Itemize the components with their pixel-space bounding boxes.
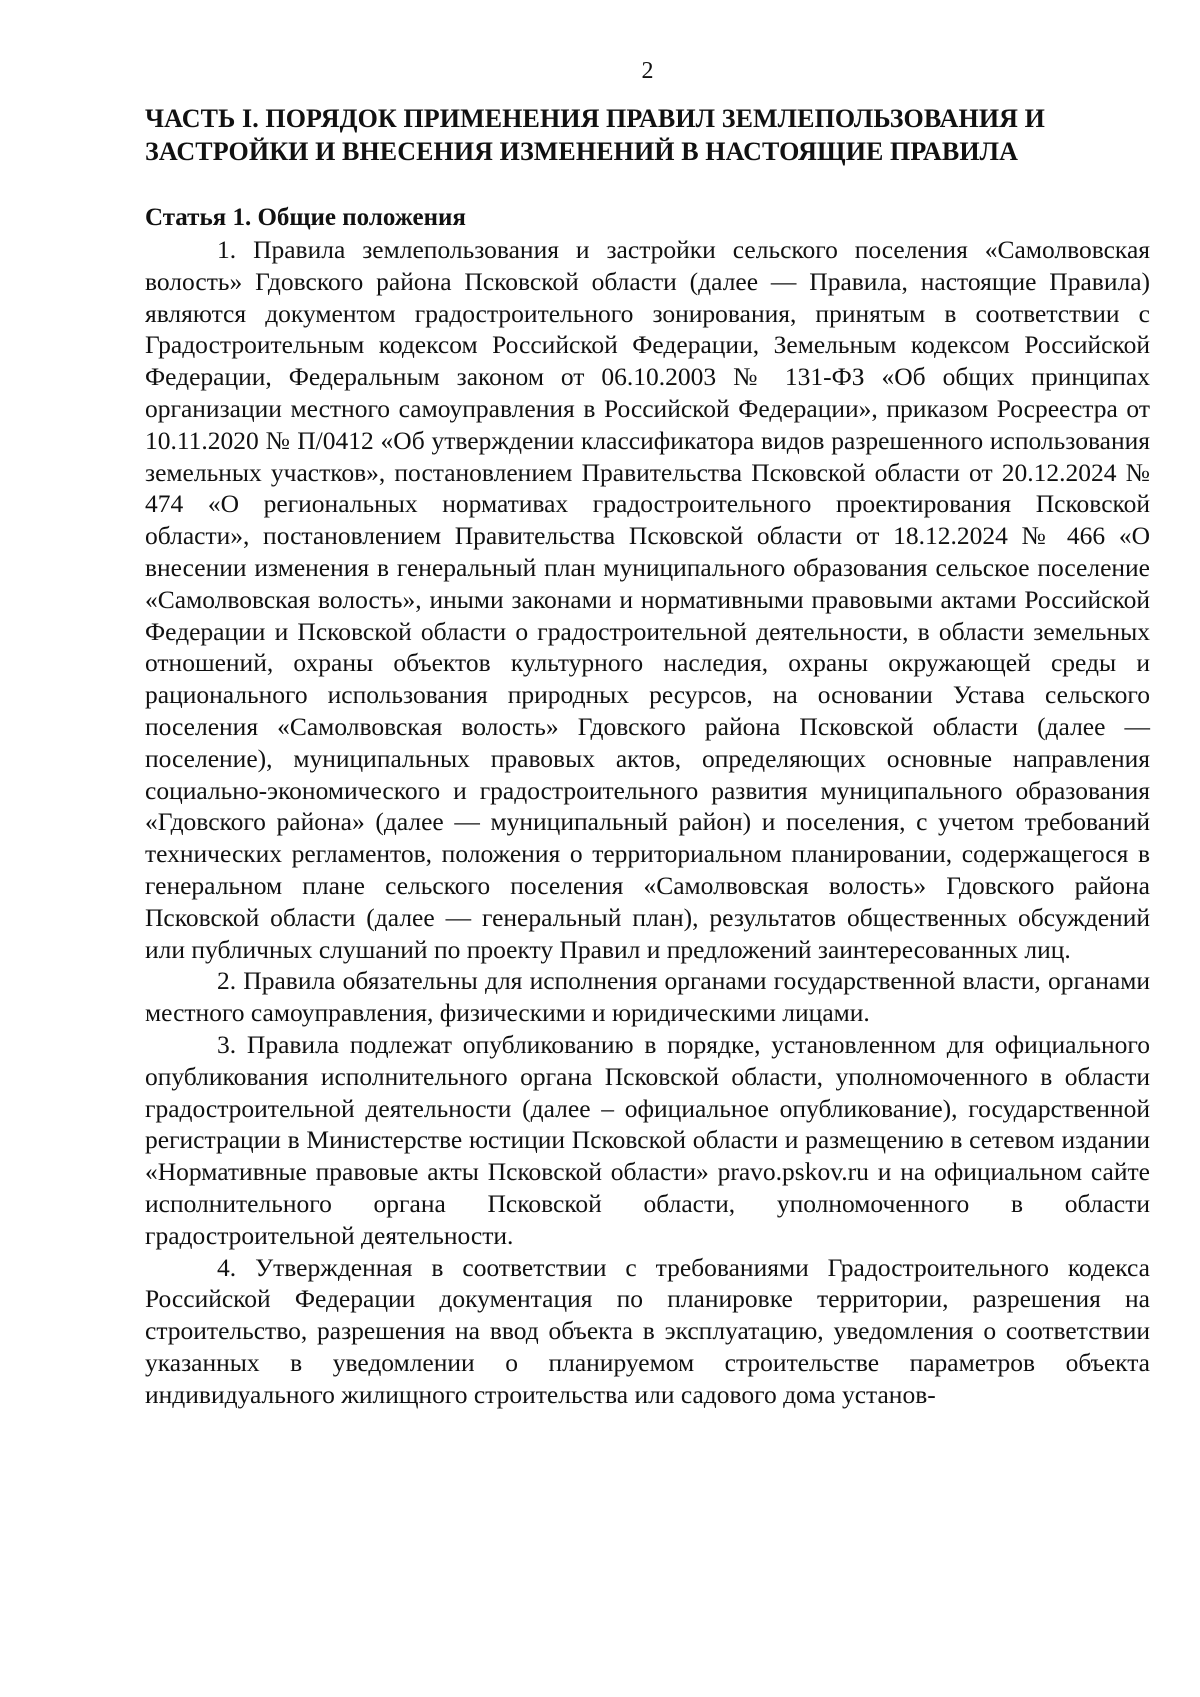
part-title: ЧАСТЬ I. ПОРЯДОК ПРИМЕНЕНИЯ ПРАВИЛ ЗЕМЛЕПОЛЬЗОВАНИЯ И ЗАСТРОЙКИ И ВНЕСЕНИЯ ИЗМЕНЕНИЙ В НАСТОЯЩИЕ ПРАВИЛА: [145, 104, 1045, 166]
paragraph-4: 4. Утвержденная в соответствии с требованиями Градостроительного кодекса Российской Федерации документация по планировке территории, разрешения на строительство, разрешения на ввод объекта в эксплуатацию, уведомления о соответствии указанных в уведомлении о планируемом строительстве параметров объекта индивидуального жилищного строительства или садового дома установ-: [145, 1252, 1150, 1409]
article-title: Статья 1. Общие положения: [145, 204, 466, 231]
document-page: [145, 56, 1150, 1410]
paragraph-2: 2. Правила обязательны для исполнения органами государственной власти, органами местного самоуправления, физическими и юридическими лицами.: [145, 966, 1150, 1028]
paragraph-1: 1. Правила землепользования и застройки сельского поселения «Самолвовская волость» Гдовского района Псковской области (далее — Правила, настоящие Правила) являются документом градостроительного зонирования, принятым в соответствии с Градостроительным кодексом Российской Федерации, Земельным кодексом Российской Федерации, Федеральным законом от 06.10.2003 № 131-ФЗ «Об общих принципах организации местного самоуправления в Российской Федерации», приказом Росреестра от 10.11.2020 № П/0412 «Об утверждении классификатора видов разрешенного использования земельных участков», постановлением Правительства Псковской области от 20.12.2024 № 474 «О региональных нормативах градостроительного проектирования Псковской области», постановлением Правительства Псковской области от 18.12.2024 № 466 «О внесении изменения в генеральный план муниципального образования сельское поселение «Самолвовская волость», иными законами и нормативными правовыми актами Российской Федерации и Псковской области о градостроительной деятельности, в области земельных отношений, охраны объектов культурного наследия, охраны окружающей среды и рационального использования природных ресурсов, на основании Устава сельского поселения «Самолвовская волость» Гдовского района Псковской области (далее — поселение), муниципальных правовых актов, определяющих основные направления социально-экономического и градостроительного развития муниципального образования «Гдовского района» (далее — муниципальный район) и поселения, с учетом требований технических регламентов, положения о территориальном планировании, содержащегося в генеральном плане сельского поселения «Самолвовская волость» Гдовского района Псковской области (далее — генеральный план), результатов общественных обсуждений или публичных слушаний по проекту Правил и предложений заинтересованных лиц.: [145, 235, 1150, 964]
paragraph-3: 3. Правила подлежат опубликованию в порядке, установленном для официального опубликования исполнительного органа Псковской области, уполномоченного в области градостроительной деятельности (далее – официальное опубликование), государственной регистрации в Министерстве юстиции Псковской области и размещению в сетевом издании «Нормативные правовые акты Псковской области» pravo.pskov.ru и на официальном сайте исполнительного органа Псковской области, уполномоченного в области градостроительной деятельности.: [145, 1029, 1150, 1250]
page-number: 2: [641, 58, 654, 84]
